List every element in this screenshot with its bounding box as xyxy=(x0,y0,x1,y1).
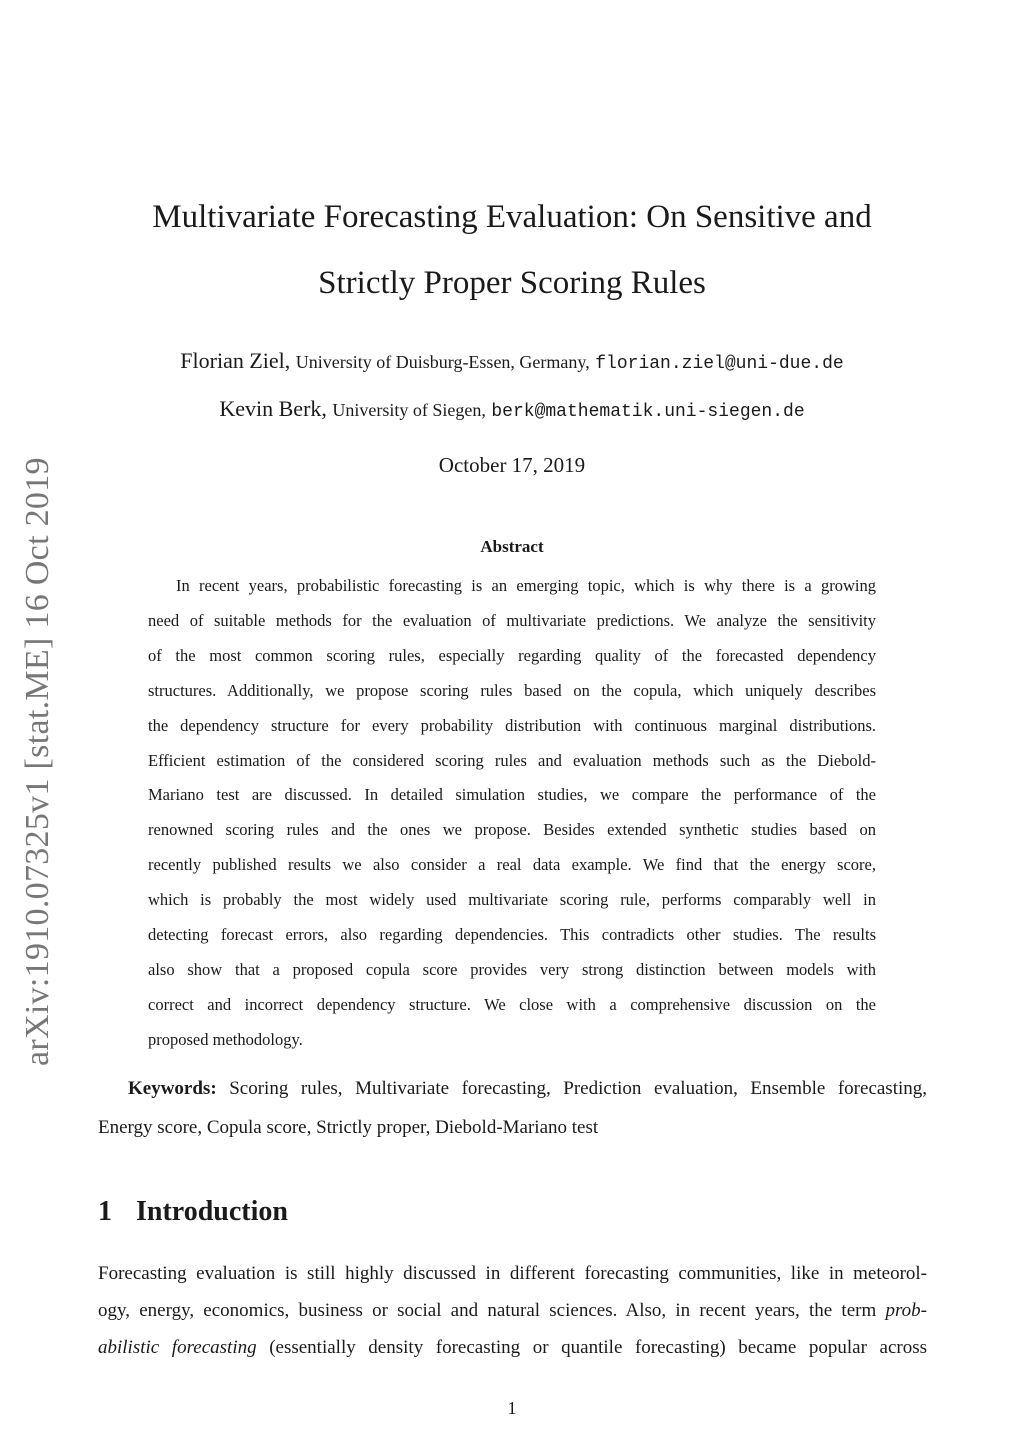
intro-line-1: Forecasting evaluation is still highly discussed in different forecasting communities, like in meteorol- xyxy=(98,1263,927,1284)
abstract-line: proposed methodology. xyxy=(148,1029,303,1049)
intro-line-2 xyxy=(98,1300,927,1322)
section-number: 1 xyxy=(98,1196,112,1227)
author-email[interactable]: florian.ziel@uni-due.de xyxy=(595,354,844,374)
abstract-line: which is probably the most widely used multivariate scoring rule, performs comparably well in xyxy=(148,890,876,910)
section-title: Introduction xyxy=(136,1196,288,1227)
abstract-line: renowned scoring rules and the ones we propose. Besides extended synthetic studies based on xyxy=(148,820,876,840)
abstract-line: detecting forecast errors, also regarding dependencies. This contradicts other studies. The results xyxy=(148,925,876,944)
abstract-line: In recent years, probabilistic forecasting is an emerging topic, which is why there is a growing xyxy=(176,576,876,595)
paper-title-line-1: Multivariate Forecasting Evaluation: On Sensitive and xyxy=(152,199,872,235)
date: October 17, 2019 xyxy=(438,453,586,477)
abstract-line: of the most common scoring rules, especially regarding quality of the forecasted dependency xyxy=(148,645,876,665)
author-affiliation: University of Duisburg-Essen, Germany, xyxy=(295,352,590,372)
abstract-line: recently published results we also consider a real data example. We find that the energy score, xyxy=(148,855,876,875)
intro-emphasis: abilistic forecasting xyxy=(98,1337,257,1358)
abstract-line: Mariano test are discussed. In detailed simulation studies, we compare the performance of the xyxy=(148,785,876,805)
keywords-text: Scoring rules, Multivariate forecasting, Prediction evaluation, Ensemble forecasting, xyxy=(229,1078,928,1099)
intro-line-3 xyxy=(98,1337,927,1359)
intro-text: ogy, energy, economics, business or social and natural sciences. Also, in recent years, the term xyxy=(98,1300,877,1321)
abstract-line: also show that a proposed copula score provides very strong distinction between models with xyxy=(148,959,876,979)
abstract-heading: Abstract xyxy=(480,537,544,556)
keywords-line-2: Energy score, Copula score, Strictly proper, Diebold-Mariano test xyxy=(98,1117,599,1138)
author-name: Florian Ziel, xyxy=(180,348,291,373)
arxiv-identifier: arXiv:1910.07325v1 [stat.ME] 16 Oct 2019 xyxy=(19,457,56,1066)
keywords-line-1 xyxy=(128,1078,927,1100)
keywords-label: Keywords: xyxy=(128,1078,217,1099)
abstract-line: the dependency structure for every probability distribution with continuous marginal distributions. xyxy=(148,715,876,735)
author-1 xyxy=(0,348,1024,374)
intro-emphasis: prob- xyxy=(885,1300,927,1321)
abstract-line: need of suitable methods for the evaluation of multivariate predictions. We analyze the sensitivity xyxy=(148,610,876,630)
intro-text: (essentially density forecasting or quantile forecasting) became popular across xyxy=(269,1337,927,1358)
author-email[interactable]: berk@mathematik.uni-siegen.de xyxy=(491,402,805,422)
author-2 xyxy=(0,396,1024,422)
abstract-line: structures. Additionally, we propose scoring rules based on the copula, which uniquely describes xyxy=(148,680,876,700)
paper-title-line-2: Strictly Proper Scoring Rules xyxy=(318,265,706,301)
author-name: Kevin Berk, xyxy=(219,396,327,421)
abstract-line: Efficient estimation of the considered scoring rules and evaluation methods such as the Diebold- xyxy=(148,750,876,770)
author-affiliation: University of Siegen, xyxy=(332,400,486,420)
page-number: 1 xyxy=(507,1398,517,1418)
section-heading xyxy=(98,1196,288,1228)
abstract-line: correct and incorrect dependency structure. We close with a comprehensive discussion on the xyxy=(148,994,876,1014)
